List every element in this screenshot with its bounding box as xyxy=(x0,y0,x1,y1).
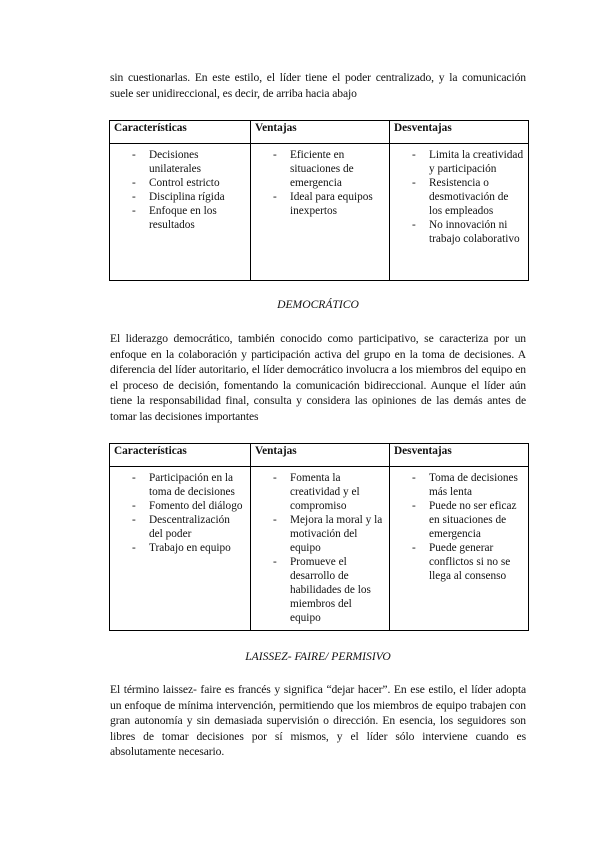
democratico-table xyxy=(109,443,529,631)
list-item: - Participación en la toma de decisiones xyxy=(114,471,246,499)
ventajas-cell xyxy=(251,144,390,281)
list-item: - No innovación ni trabajo colaborativo xyxy=(394,218,524,246)
autoritario-table xyxy=(109,120,529,281)
section-heading-laissez: LAISSEZ- FAIRE/ PERMISIVO xyxy=(245,650,391,663)
intro-paragraph: sin cuestionarlas. En este estilo, el líder tiene el poder centralizado, y la comunicación suele ser unidireccional, es decir, de arriba hacia abajo xyxy=(110,71,526,100)
desventajas-list xyxy=(394,148,524,246)
list-item: - Ideal para equipos inexpertos xyxy=(255,190,385,218)
list-item: - Toma de decisiones más lenta xyxy=(394,471,524,499)
caracteristicas-list xyxy=(114,471,246,555)
list-item: - Disciplina rígida xyxy=(114,190,246,204)
list-item: - Trabajo en equipo xyxy=(114,541,246,555)
section-heading-democratico: DEMOCRÁTICO xyxy=(277,298,359,311)
header-ventajas: Ventajas xyxy=(251,444,390,467)
desventajas-cell xyxy=(390,144,529,281)
caracteristicas-list xyxy=(114,148,246,232)
list-item: - Eficiente en situaciones de emergencia xyxy=(255,148,385,190)
list-item: - Enfoque en los resultados xyxy=(114,204,246,232)
header-desventajas: Desventajas xyxy=(390,121,529,144)
header-desventajas: Desventajas xyxy=(390,444,529,467)
ventajas-list xyxy=(255,148,385,218)
list-item: - Promueve el desarrollo de habilidades de los miembros del equipo xyxy=(255,555,385,625)
table-header-row xyxy=(110,121,529,144)
democratico-paragraph: El liderazgo democrático, también conocido como participativo, se caracteriza por un enfoque en la colaboración y participación activa del grupo en la toma de decisiones. A diferencia del líder autoritario, el líder democrático involucra a los miembros del equipo en el proceso de decisión, fomentando la comunicación bidireccional. Aunque el líder aún tiene la responsabilidad final, consulta y considera las opiniones de las demás antes de tomar las decisiones importantes xyxy=(110,332,526,423)
desventajas-list xyxy=(394,471,524,583)
ventajas-list xyxy=(255,471,385,625)
list-item: - Limita la creatividad y participación xyxy=(394,148,524,176)
list-item: - Fomenta la creatividad y el compromiso xyxy=(255,471,385,513)
table-row xyxy=(110,144,529,281)
list-item: - Mejora la moral y la motivación del equipo xyxy=(255,513,385,555)
header-caracteristicas: Características xyxy=(110,121,251,144)
list-item: - Puede generar conflictos si no se llega al consenso xyxy=(394,541,524,583)
table-header-row xyxy=(110,444,529,467)
laissez-paragraph: El término laissez- faire es francés y significa “dejar hacer”. En ese estilo, el líder adopta un enfoque de mínima intervención, permitiendo que los miembros de equipo trabajen con gran autonomía y sin demasiada supervisión o dirección. En esencia, los seguidores son libres de tomar decisiones por sí mismos, y el líder sólo interviene cuando es absolutamente necesario. xyxy=(110,683,526,758)
table-row xyxy=(110,467,529,631)
caracteristicas-cell xyxy=(110,144,251,281)
header-ventajas: Ventajas xyxy=(251,121,390,144)
list-item: - Puede no ser eficaz en situaciones de emergencia xyxy=(394,499,524,541)
ventajas-cell xyxy=(251,467,390,631)
list-item: - Control estricto xyxy=(114,176,246,190)
list-item: - Fomento del diálogo xyxy=(114,499,246,513)
desventajas-cell xyxy=(390,467,529,631)
header-caracteristicas: Características xyxy=(110,444,251,467)
list-item: - Resistencia o desmotivación de los empleados xyxy=(394,176,524,218)
list-item: - Decisiones unilaterales xyxy=(114,148,246,176)
list-item: - Descentralización del poder xyxy=(114,513,246,541)
caracteristicas-cell xyxy=(110,467,251,631)
